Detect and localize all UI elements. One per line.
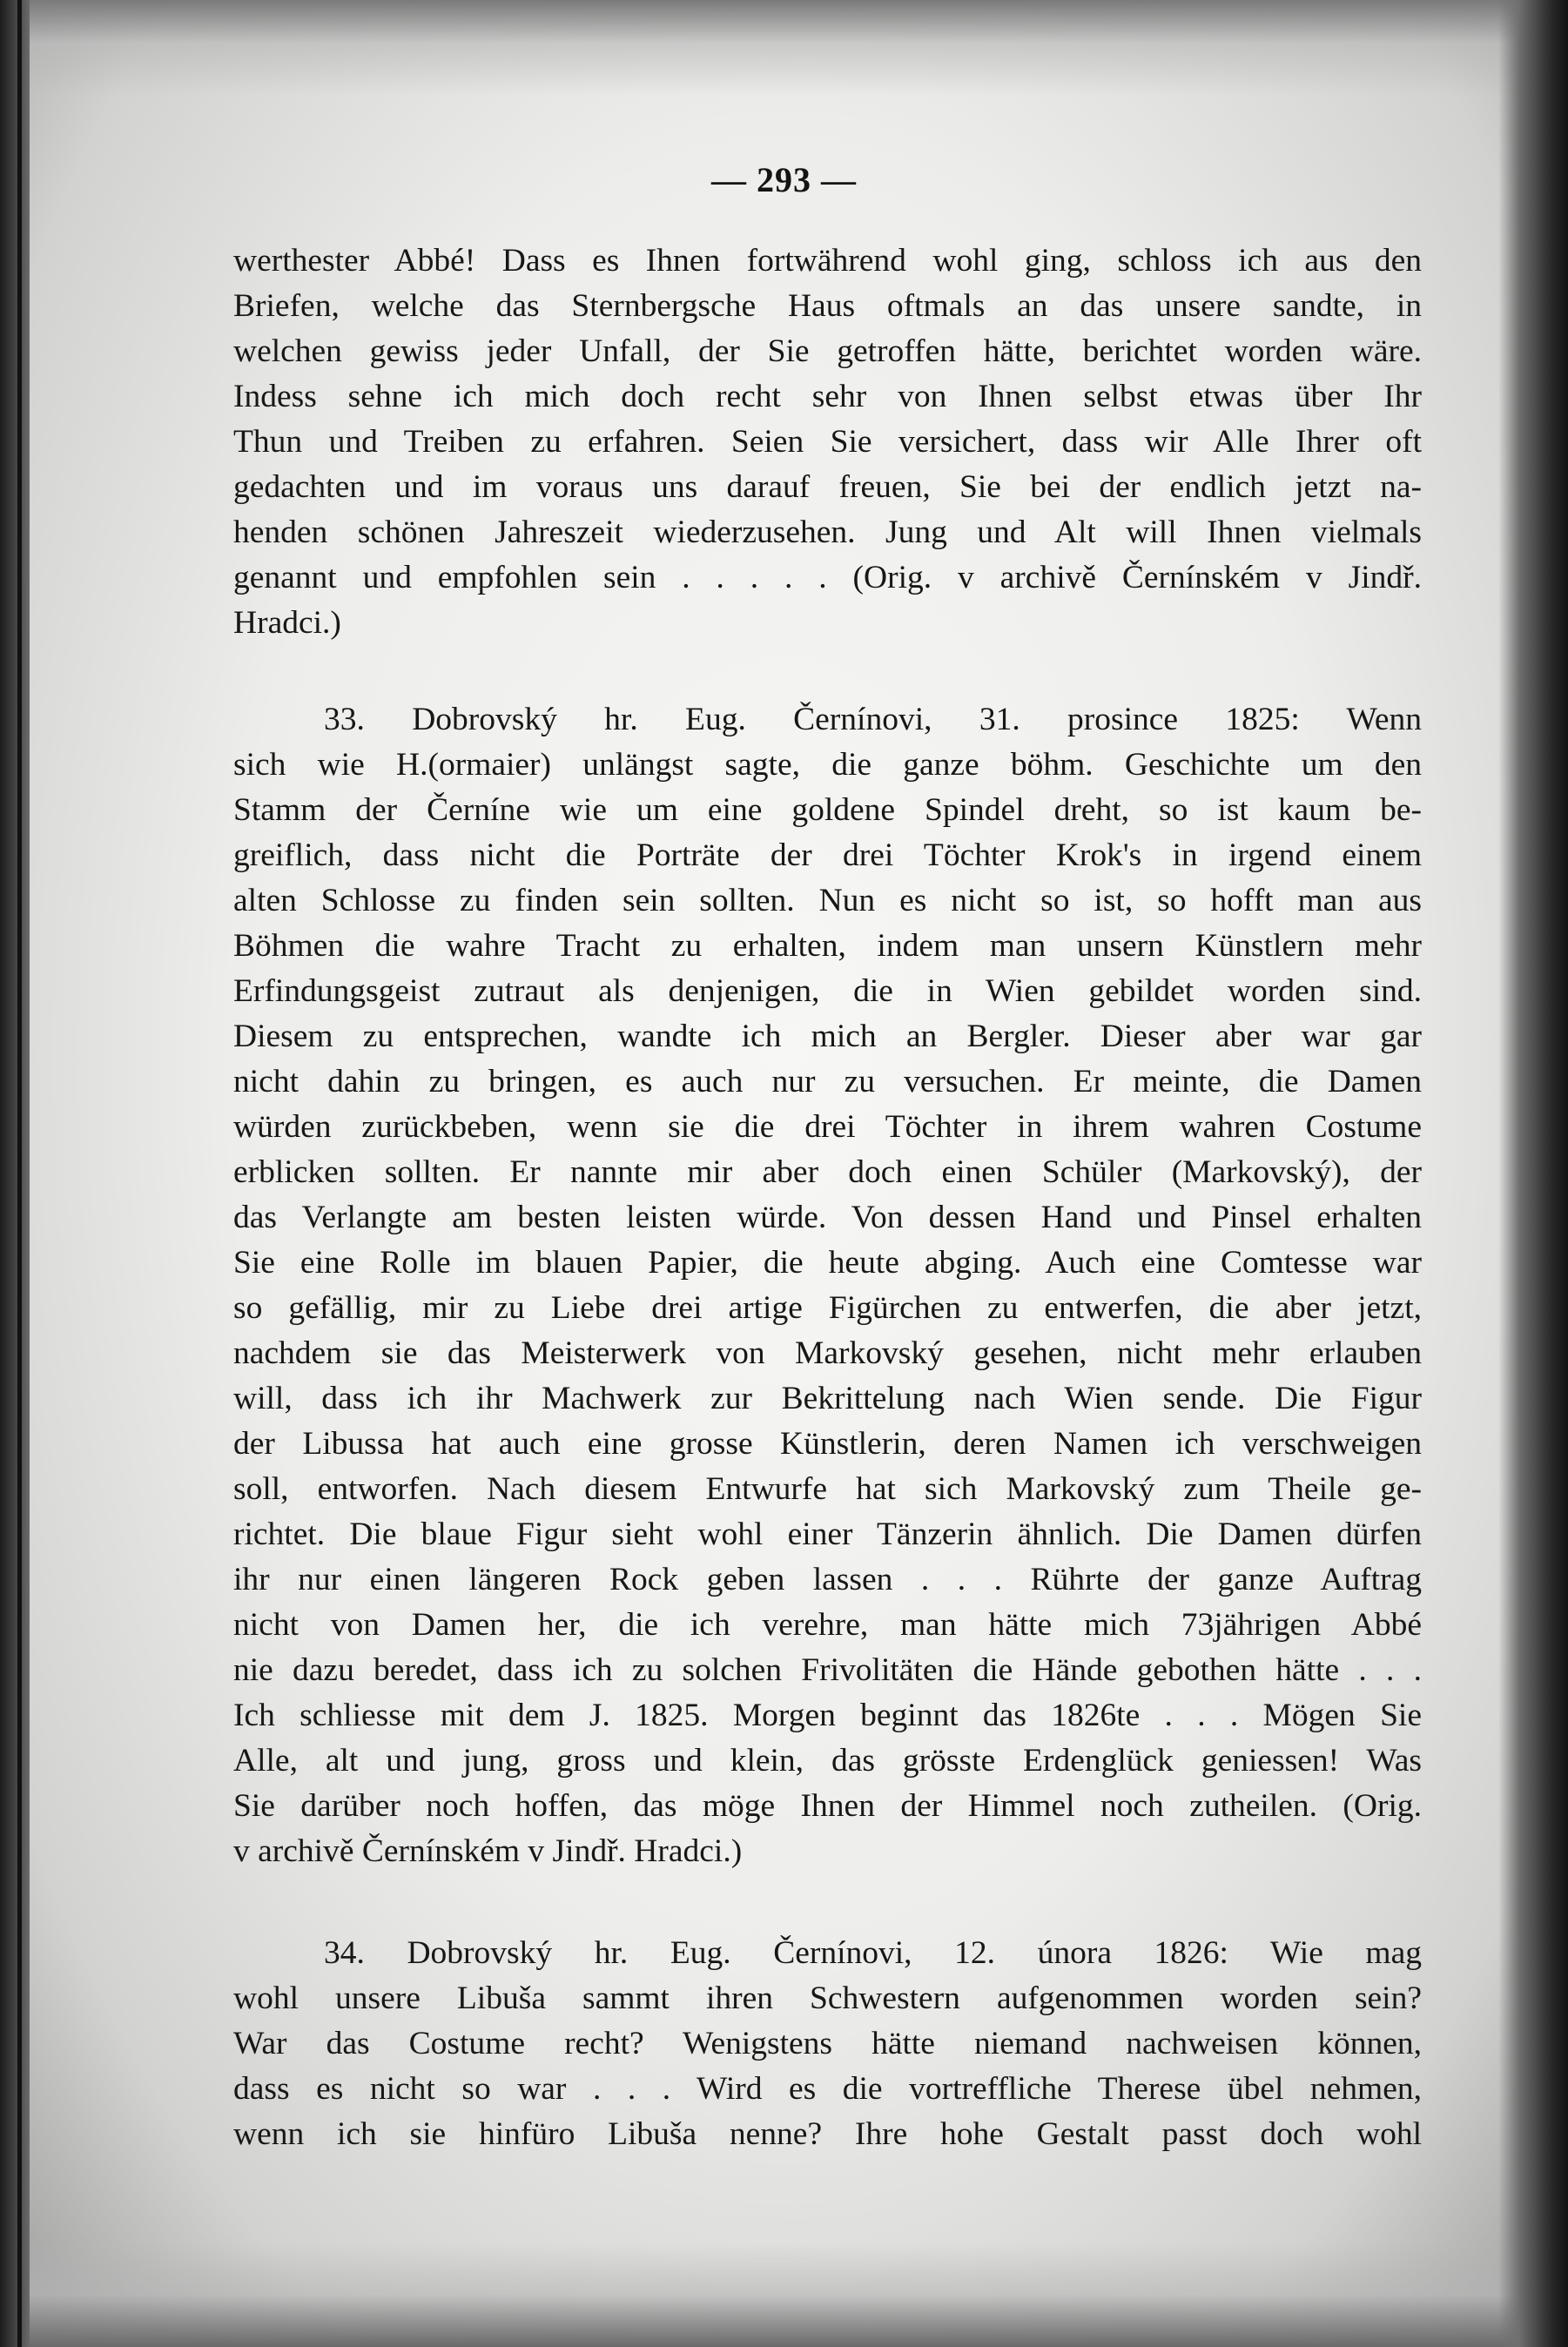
text-line: Diesem zu entsprechen, wandte ich mich an Bergler. Dieser aber war gar xyxy=(233,1019,1422,1054)
text-line: Erfindungsgeist zutraut als denjenigen, die in Wien gebildet worden sind. xyxy=(233,973,1422,1009)
text-line: der Libussa hat auch eine grosse Künstlerin, deren Namen ich verschweigen xyxy=(233,1426,1422,1462)
book-binding-edge xyxy=(0,0,30,2347)
text-line-heading: 33. Dobrovský hr. Eug. Černínovi, 31. prosince 1825: Wenn xyxy=(324,702,1422,737)
text-line: henden schönen Jahreszeit wiederzusehen. Jung und Alt will Ihnen vielmals xyxy=(233,514,1422,550)
text-line: Sie eine Rolle im blauen Papier, die heute abging. Auch eine Comtesse war xyxy=(233,1245,1422,1281)
text-line: Hradci.) xyxy=(233,605,341,641)
text-line: sich wie H.(ormaier) unlängst sagte, die ganze böhm. Geschichte um den xyxy=(233,747,1422,783)
text-line: dass es nicht so war . . . Wird es die vortreffliche Therese übel nehmen, xyxy=(233,2071,1422,2107)
text-line: gedachten und im voraus uns darauf freuen, Sie bei der endlich jetzt na- xyxy=(233,469,1422,505)
text-line: ihr nur einen längeren Rock geben lassen . . . Rührte der ganze Auftrag xyxy=(233,1562,1422,1597)
text-line: Stamm der Černíne wie um eine goldene Spindel dreht, so ist kaum be- xyxy=(233,792,1422,828)
text-line: welchen gewiss jeder Unfall, der Sie getroffen hätte, berichtet worden wäre. xyxy=(233,333,1422,369)
text-line: soll, entworfen. Nach diesem Entwurfe hat sich Markovský zum Theile ge- xyxy=(233,1471,1422,1507)
text-line: genannt und empfohlen sein . . . . . (Orig. v archivě Černínském v Jindř. xyxy=(233,560,1422,595)
page-right-shadow xyxy=(1498,0,1568,2347)
page-top-shadow xyxy=(0,0,1568,96)
text-line: Briefen, welche das Sternbergsche Haus oftmals an das unsere sandte, in xyxy=(233,288,1422,324)
text-line: nicht von Damen her, die ich verehre, man hätte mich 73jährigen Abbé xyxy=(233,1607,1422,1643)
text-line: Thun und Treiben zu erfahren. Seien Sie versichert, dass wir Alle Ihrer oft xyxy=(233,424,1422,460)
text-line: Sie darüber noch hoffen, das möge Ihnen der Himmel noch zutheilen. (Orig. xyxy=(233,1788,1422,1824)
text-line: nachdem sie das Meisterwerk von Markovský gesehen, nicht mehr erlauben xyxy=(233,1335,1422,1371)
text-line: wenn ich sie hinfüro Libuša nenne? Ihre hohe Gestalt passt doch wohl xyxy=(233,2116,1422,2152)
text-line: erblicken sollten. Er nannte mir aber doch einen Schüler (Markovský), der xyxy=(233,1154,1422,1190)
text-line: Böhmen die wahre Tracht zu erhalten, indem man unsern Künstlern mehr xyxy=(233,928,1422,964)
paragraph-letter-34 xyxy=(233,1931,1422,2157)
text-line-heading: 34. Dobrovský hr. Eug. Černínovi, 12. února 1826: Wie mag xyxy=(324,1935,1422,1971)
text-line: so gefällig, mir zu Liebe drei artige Figürchen zu entwerfen, die aber jetzt, xyxy=(233,1290,1422,1326)
paragraph-letter-continuation xyxy=(233,239,1422,646)
text-line: Alle, alt und jung, gross und klein, das grösste Erdenglück geniessen! Was xyxy=(233,1743,1422,1779)
text-line: das Verlangte am besten leisten würde. Von dessen Hand und Pinsel erhalten xyxy=(233,1200,1422,1235)
text-line: War das Costume recht? Wenigstens hätte niemand nachweisen können, xyxy=(233,2026,1422,2061)
text-line: werthester Abbé! Dass es Ihnen fortwährend wohl ging, schloss ich aus den xyxy=(233,243,1422,279)
text-line: Indess sehne ich mich doch recht sehr von Ihnen selbst etwas über Ihr xyxy=(233,379,1422,414)
text-line: will, dass ich ihr Machwerk zur Bekrittelung nach Wien sende. Die Figur xyxy=(233,1381,1422,1416)
text-line: alten Schlosse zu finden sein sollten. Nun es nicht so ist, so hofft man aus xyxy=(233,883,1422,918)
text-line: nicht dahin zu bringen, es auch nur zu versuchen. Er meinte, die Damen xyxy=(233,1064,1422,1100)
text-line: würden zurückbeben, wenn sie die drei Töchter in ihrem wahren Costume xyxy=(233,1109,1422,1145)
text-line: wohl unsere Libuša sammt ihren Schwestern aufgenommen worden sein? xyxy=(233,1980,1422,2016)
page-bottom-shadow xyxy=(0,2243,1568,2347)
text-line: richtet. Die blaue Figur sieht wohl einer Tänzerin ähnlich. Die Damen dürfen xyxy=(233,1516,1422,1552)
text-line: Ich schliesse mit dem J. 1825. Morgen beginnt das 1826te . . . Mögen Sie xyxy=(233,1698,1422,1733)
paragraph-letter-33 xyxy=(233,697,1422,1874)
text-line: nie dazu beredet, dass ich zu solchen Frivolitäten die Hände gebothen hätte . . . xyxy=(233,1652,1422,1688)
binding-line xyxy=(17,0,22,2347)
text-line: v archivě Černínském v Jindř. Hradci.) xyxy=(233,1833,743,1869)
page-number: — 293 — xyxy=(711,160,857,199)
text-line: greiflich, dass nicht die Porträte der drei Töchter Krok's in irgend einem xyxy=(233,837,1422,873)
